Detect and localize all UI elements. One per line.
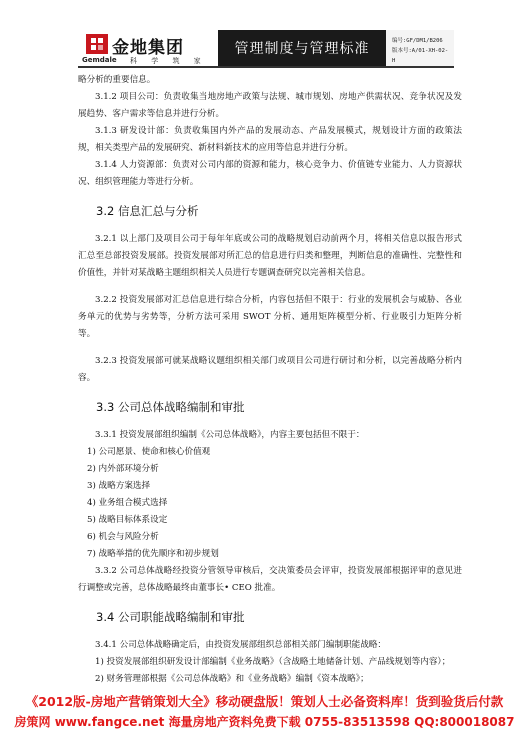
paragraph: 2) 财务管理部根据《公司总体战略》和《业务战略》编制《资本战略》；	[95, 674, 369, 684]
list-item: 7) 战略举措的优先顺序和初步规划	[87, 549, 219, 559]
paragraph: 3.1.2 项目公司：负责收集当地房地产政策与法规、城市规划、房地产供需状况、竞争状况及发展趋势、客户需求等信息并进行分析。	[78, 92, 462, 119]
paragraph: 3.1.4 人力资源部：负责对公司内部的资源和能力，核心竞争力、价值链专业能力、人力资源状况、组织管理能力等进行分析。	[78, 160, 462, 187]
logo-latin: Gemdale	[82, 56, 117, 64]
list-item: 3) 战略方案选择	[87, 481, 151, 491]
gemdale-logo-icon	[86, 34, 108, 54]
company-logo	[78, 30, 218, 66]
list-item: 5) 战略目标体系设定	[87, 515, 168, 525]
paragraph: 1) 投资发展部组织研发设计部编制《业务战略》（含战略土地储备计划、产品线规划等内容）；	[95, 657, 451, 667]
paragraph: 3.1.3 研发设计部：负责收集国内外产品的发展动态、产品发展模式，规划设计方面的政策法规，相关类型产品的发展研究、新材料新技术的应用等信息并进行分析。	[78, 126, 462, 153]
section-heading-3-4: 3.4 公司职能战略编制和审批	[96, 610, 245, 624]
paragraph: 3.4.1 公司总体战略确定后，由投资发展部组织总部相关部门编制职能战略：	[95, 640, 387, 650]
paragraph: 3.2.3 投资发展部可就某战略议题组织相关部门或项目公司进行研讨和分析，以完善战略分析内容。	[78, 356, 462, 383]
list-item: 6) 机会与风险分析	[87, 532, 159, 542]
document-header	[78, 30, 454, 68]
promo-footer	[0, 692, 529, 732]
footer-line-2: 房策网 www.fangce.net 海量房地产资料免费下载 0755-83513598 QQ:800018087	[14, 715, 515, 729]
list-item: 4) 业务组合模式选择	[87, 498, 168, 508]
paragraph: 3.2.2 投资发展部对汇总信息进行综合分析，内容包括但不限于：行业的发展机会与威胁、各业务单元的优势与劣势等，分析方法可采用 SWOT 分析、通用矩阵模型分析、行业吸引力矩阵分析等。	[78, 295, 462, 339]
list-item: 2) 内外部环境分析	[87, 464, 159, 474]
document-body	[78, 72, 462, 688]
logo-slogan: 科 学 筑 家	[130, 57, 207, 65]
footer-line-1: 《2012版-房地产营销策划大全》移动硬盘版！策划人士必备资料库！货到验货后付款	[25, 694, 504, 709]
header-title: 管理制度与管理标准	[218, 30, 386, 66]
list-item: 1) 公司愿景、使命和核心价值观	[87, 447, 211, 457]
document-number: 编号:GF/DM1/B206	[392, 38, 443, 44]
document-version: 版本号:A/01-XH-02-H	[392, 48, 449, 64]
paragraph: 3.3.2 公司总体战略经投资分管领导审核后，交决策委员会评审，投资发展部根据评审的意见进行调整或完善，总体战略最终由董事长• CEO 批准。	[78, 566, 462, 593]
logo-name: 金地集团	[112, 38, 184, 58]
paragraph: 3.2.1 以上部门及项目公司于每年年底或公司的战略规划启动前两个月，将相关信息以报告形式汇总至总部投资发展部。投资发展部对所汇总的信息进行归类和整理，判断信息的准确性、完整性和价值性，并针对某战略主题组织相关人员进行专题调查研究以完善相关信息。	[78, 234, 462, 278]
paragraph: 略分析的重要信息。	[78, 75, 156, 85]
document-codes	[386, 30, 454, 66]
section-heading-3-3: 3.3 公司总体战略编制和审批	[96, 400, 245, 414]
section-heading-3-2: 3.2 信息汇总与分析	[96, 204, 199, 218]
paragraph: 3.3.1 投资发展部组织编制《公司总体战略》，内容主要包括但不限于：	[95, 430, 365, 440]
